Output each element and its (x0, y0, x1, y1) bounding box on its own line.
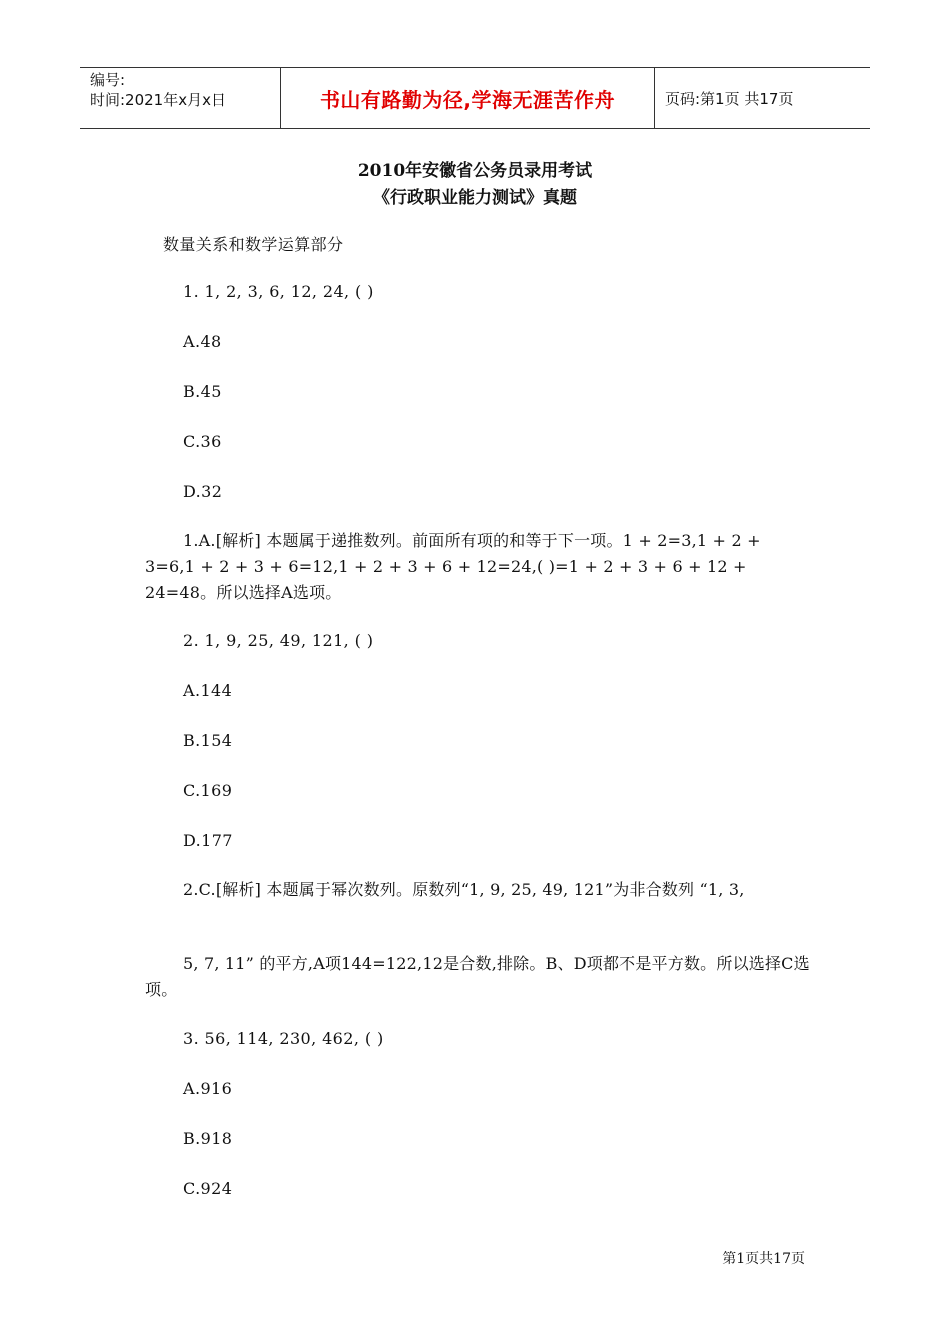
q3-option-c: C.924 (183, 1179, 233, 1198)
q2-answer-part1: 2.C.[解析] 本题属于幂次数列。原数列“1, 9, 25, 49, 121”为非合数列 “1, 3, (183, 880, 745, 899)
q2-answer-part2: 5, 7, 11” 的平方,A项144=122,12是合数,排除。B、D项都不是平方数。所以选择C选项。 (145, 954, 810, 999)
time-label: 时间:2021年x月x日 (90, 91, 226, 109)
header-page-label: 页码:第1页 共17页 (665, 89, 794, 108)
q3-option-b: B.918 (183, 1129, 233, 1148)
page-header (80, 67, 870, 129)
q3-stem: 3. 56, 114, 230, 462, ( ) (183, 1029, 384, 1048)
page-footer: 第1页共17页 (722, 1251, 805, 1267)
q3-option-a: A.916 (183, 1079, 233, 1098)
q1-option-b: B.45 (183, 382, 222, 401)
q2-option-c: C.169 (183, 781, 233, 800)
section-heading: 数量关系和数学运算部分 (163, 235, 344, 254)
q2-option-b: B.154 (183, 731, 233, 750)
header-meta (80, 68, 281, 128)
q2-option-d: D.177 (183, 831, 233, 850)
q1-answer: 1.A.[解析] 本题属于递推数列。前面所有项的和等于下一项。1 + 2=3,1 + 2 + 3=6,1 + 2 + 3 + 6=12,1 + 2 + 3 + 6 + 12=24,( )=1 + 2 + 3 + 6 + 12 + 24=48。所以选择A选项。 (145, 531, 761, 602)
q1-stem: 1. 1, 2, 3, 6, 12, 24, ( ) (183, 282, 374, 301)
doc-title-line2: 《行政职业能力测试》真题 (373, 188, 577, 208)
q2-stem: 2. 1, 9, 25, 49, 121, ( ) (183, 631, 374, 650)
number-label: 编号: (90, 71, 126, 89)
q2-option-a: A.144 (183, 681, 233, 700)
q1-option-c: C.36 (183, 432, 222, 451)
doc-title-line1: 2010年安徽省公务员录用考试 (357, 161, 593, 181)
header-motto: 书山有路勤为径,学海无涯苦作舟 (281, 68, 655, 128)
q1-option-a: A.48 (183, 332, 222, 351)
q1-option-d: D.32 (183, 482, 223, 501)
